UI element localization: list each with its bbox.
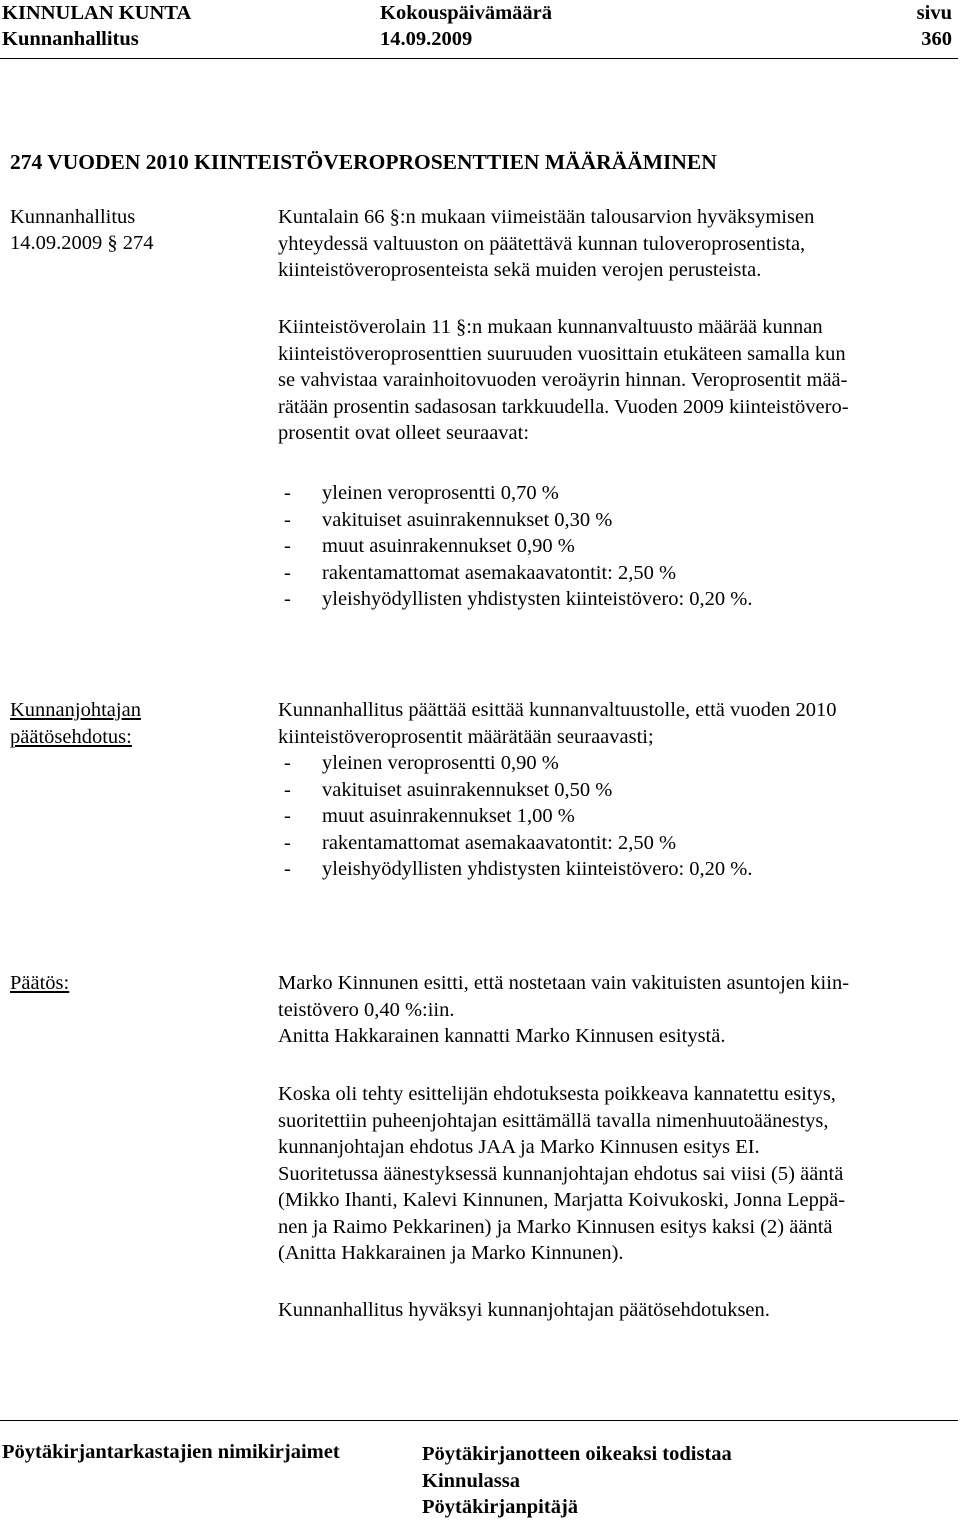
law-line: se vahvistaa varainhoitovuoden veroäyrin hinnan. Veroprosentit mää- <box>278 369 848 391</box>
decision-line: teistövero 0,40 %:iin. <box>278 998 455 1021</box>
rates-2009-list <box>284 480 752 613</box>
footer-left: Pöytäkirjantarkastajien nimikirjaimet <box>2 1441 340 1463</box>
footer-right-line: Pöytäkirjanpitäjä <box>422 1496 579 1518</box>
intro-line: Kuntalain 66 §:n mukaan viimeistään talousarvion hyväksymisen <box>278 206 815 228</box>
org-name: KINNULAN KUNTA <box>2 2 192 24</box>
law-line: rätään prosentin sadasosan tarkkuudella. Vuoden 2009 kiinteistövero- <box>278 395 849 418</box>
decision-line: nen ja Raimo Pekkarinen) ja Marko Kinnusen esitys kaksi (2) ääntä <box>278 1215 833 1238</box>
list-item: - vakituiset asuinrakennukset 0,30 % <box>284 508 613 531</box>
decision-line: Marko Kinnunen esitti, että nostetaan vain vakituisten asuntojen kiin- <box>278 972 850 994</box>
proposal-rates-list <box>284 750 752 883</box>
decision-paragraph-3: Kunnanhallitus hyväksyi kunnanjohtajan päätösehdotuksen. <box>278 1299 770 1321</box>
page-number: 360 <box>921 28 952 50</box>
meeting-date: 14.09.2009 <box>380 28 473 50</box>
meeting-ref: 14.09.2009 § 274 <box>10 232 154 254</box>
date-label: Kokouspäivämäärä <box>380 2 552 24</box>
list-item: - yleinen veroprosentti 0,90 % <box>284 752 559 774</box>
list-item: - rakentamattomat asemakaavatontit: 2,50 % <box>284 561 677 584</box>
proposal-label-line: päätösehdotus: <box>10 725 132 748</box>
decision-paragraph-1 <box>278 970 849 1050</box>
law-line: Kiinteistöverolain 11 §:n mukaan kunnanvaltuusto määrää kunnan <box>278 316 823 338</box>
decision-line: Koska oli tehty esittelijän ehdotuksesta poikkeava kannatettu esitys, <box>278 1083 836 1105</box>
header-body: Kunnanhallitus <box>2 28 139 50</box>
intro-line: yhteydessä valtuuston on päätettävä kunnan tuloveroprosentista, <box>278 232 806 255</box>
footer-right-line: Kinnulassa <box>422 1469 520 1492</box>
intro-line: kiinteistöveroprosenteista sekä muiden verojen perusteista. <box>278 259 762 281</box>
footer-right <box>422 1441 732 1521</box>
decision-line: Anitta Hakkarainen kannatti Marko Kinnusen esitystä. <box>278 1025 726 1047</box>
section-title: 274 VUODEN 2010 KIINTEISTÖVEROPROSENTTIEN MÄÄRÄÄMINEN <box>10 150 717 174</box>
list-item: - yleishyödyllisten yhdistysten kiinteistövero: 0,20 %. <box>284 858 753 880</box>
footer-divider <box>0 1420 958 1421</box>
list-item: - yleishyödyllisten yhdistysten kiinteistövero: 0,20 %. <box>284 588 753 610</box>
law-paragraph <box>278 314 849 447</box>
proposal-label <box>10 697 141 750</box>
meeting-body: Kunnanhallitus <box>10 206 136 228</box>
proposal-line: Kunnanhallitus päättää esittää kunnanvaltuustolle, että vuoden 2010 <box>278 699 837 721</box>
list-item: - muut asuinrakennukset 0,90 % <box>284 535 575 557</box>
decision-line: Suoritetussa äänestyksessä kunnanjohtajan ehdotus sai viisi (5) ääntä <box>278 1162 844 1185</box>
law-line: kiinteistöveroprosenttien suuruuden vuosittain etukäteen samalla kun <box>278 342 846 365</box>
list-item: - vakituiset asuinrakennukset 0,50 % <box>284 778 613 801</box>
decision-line: (Mikko Ihanti, Kalevi Kinnunen, Marjatta Koivukoski, Jonna Leppä- <box>278 1189 846 1211</box>
proposal-text <box>278 697 836 750</box>
list-item: - yleinen veroprosentti 0,70 % <box>284 482 559 504</box>
decision-label: Päätös: <box>10 972 70 994</box>
decision-line: kunnanjohtajan ehdotus JAA ja Marko Kinnusen esitys EI. <box>278 1136 760 1158</box>
list-item: - muut asuinrakennukset 1,00 % <box>284 805 575 827</box>
proposal-line: kiinteistöveroprosentit määrätään seuraavasti; <box>278 725 654 748</box>
decision-line: suoritettiin puheenjohtajan esittämällä tavalla nimenhuutoäänestys, <box>278 1109 829 1132</box>
decision-paragraph-2 <box>278 1081 845 1267</box>
decision-line: (Anitta Hakkarainen ja Marko Kinnunen). <box>278 1242 624 1264</box>
law-line: prosentit ovat olleet seuraavat: <box>278 422 530 444</box>
proposal-label-line: Kunnanjohtajan <box>10 699 141 721</box>
intro-paragraph <box>278 204 814 284</box>
footer-right-line: Pöytäkirjanotteen oikeaksi todistaa <box>422 1443 732 1465</box>
list-item: - rakentamattomat asemakaavatontit: 2,50 % <box>284 831 677 854</box>
page-label: sivu <box>916 2 952 24</box>
header-divider <box>0 58 958 59</box>
